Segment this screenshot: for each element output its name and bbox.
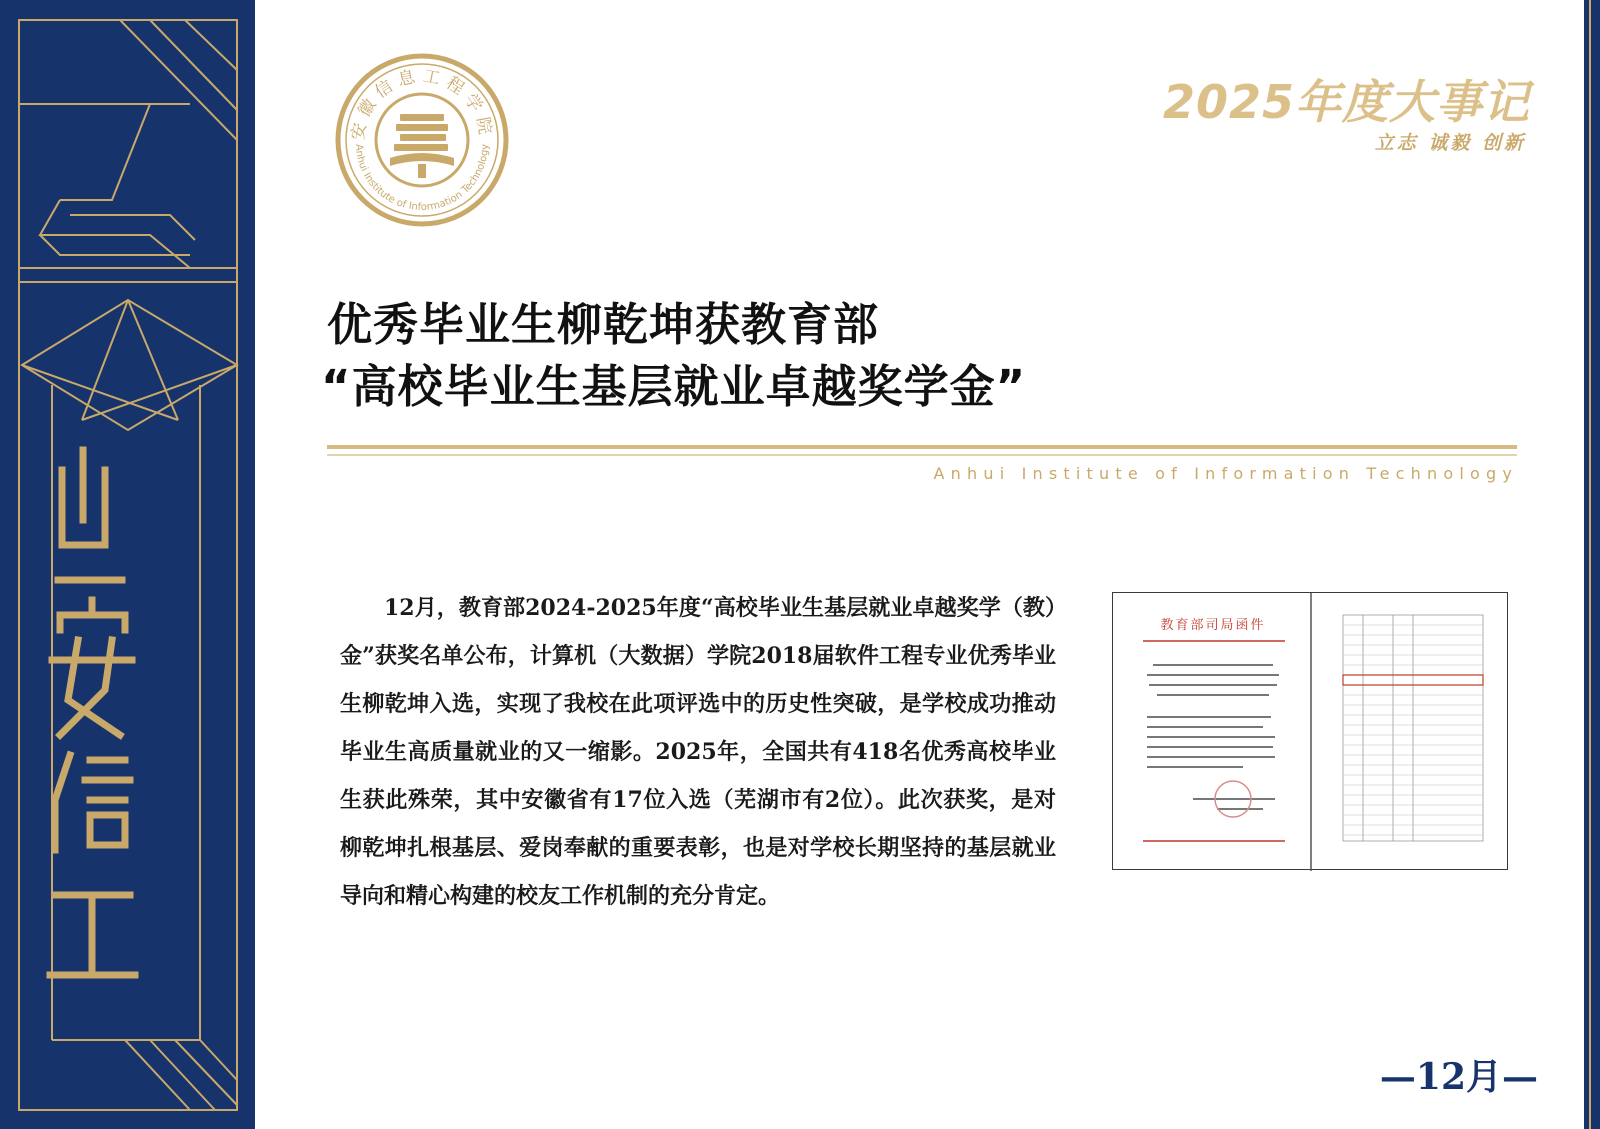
document-letterhead: 教育部司局函件 (1160, 618, 1266, 633)
university-seal-logo (334, 52, 510, 228)
article-body: 12月，教育部2024-2025年度“高校毕业生基层就业卓越奖学（教）金”获奖名单公布，计算机（大数据）学院2018届软件工程专业优秀毕业生柳乾坤入选，实现了我校在此项评选中的历史性突破，是学校成功推动毕业生高质量就业的又一缩影。2025年，全国共有418名优秀高校毕业生获此殊荣，其中安徽省有17位入选（芜湖市有2位）。此次获奖，是对柳乾坤扎根基层、爱岗奉献的重要表彰，也是对学校长期坚持的基层就业导向和精心构建的校友工作机制的充分肯定。 (340, 595, 1056, 909)
school-motto: 立志 诚毅 创新 (1374, 132, 1526, 154)
article-headline (321, 294, 1027, 418)
yearbook-title: 2025年度大事记 (1162, 75, 1530, 129)
right-edge-strip (1584, 0, 1600, 1129)
headline-line-1: 优秀毕业生柳乾坤获教育部 (327, 298, 880, 351)
seal-english-name: Anhui Institute of Information Technology (352, 143, 492, 214)
month-marker: —12月— (1379, 1056, 1538, 1098)
award-notice-document-image (1112, 592, 1508, 870)
gold-divider-thick (327, 445, 1517, 449)
art-deco-ornament (0, 0, 255, 1129)
left-decorative-panel (0, 0, 255, 1129)
seal-chinese-name: 安徽信息工程学院 (348, 66, 496, 142)
institute-english-name: Anhui Institute of Information Technology (933, 464, 1518, 483)
gold-divider-thin (327, 454, 1517, 456)
headline-line-2: “高校毕业生基层就业卓越奖学金” (321, 360, 1027, 413)
